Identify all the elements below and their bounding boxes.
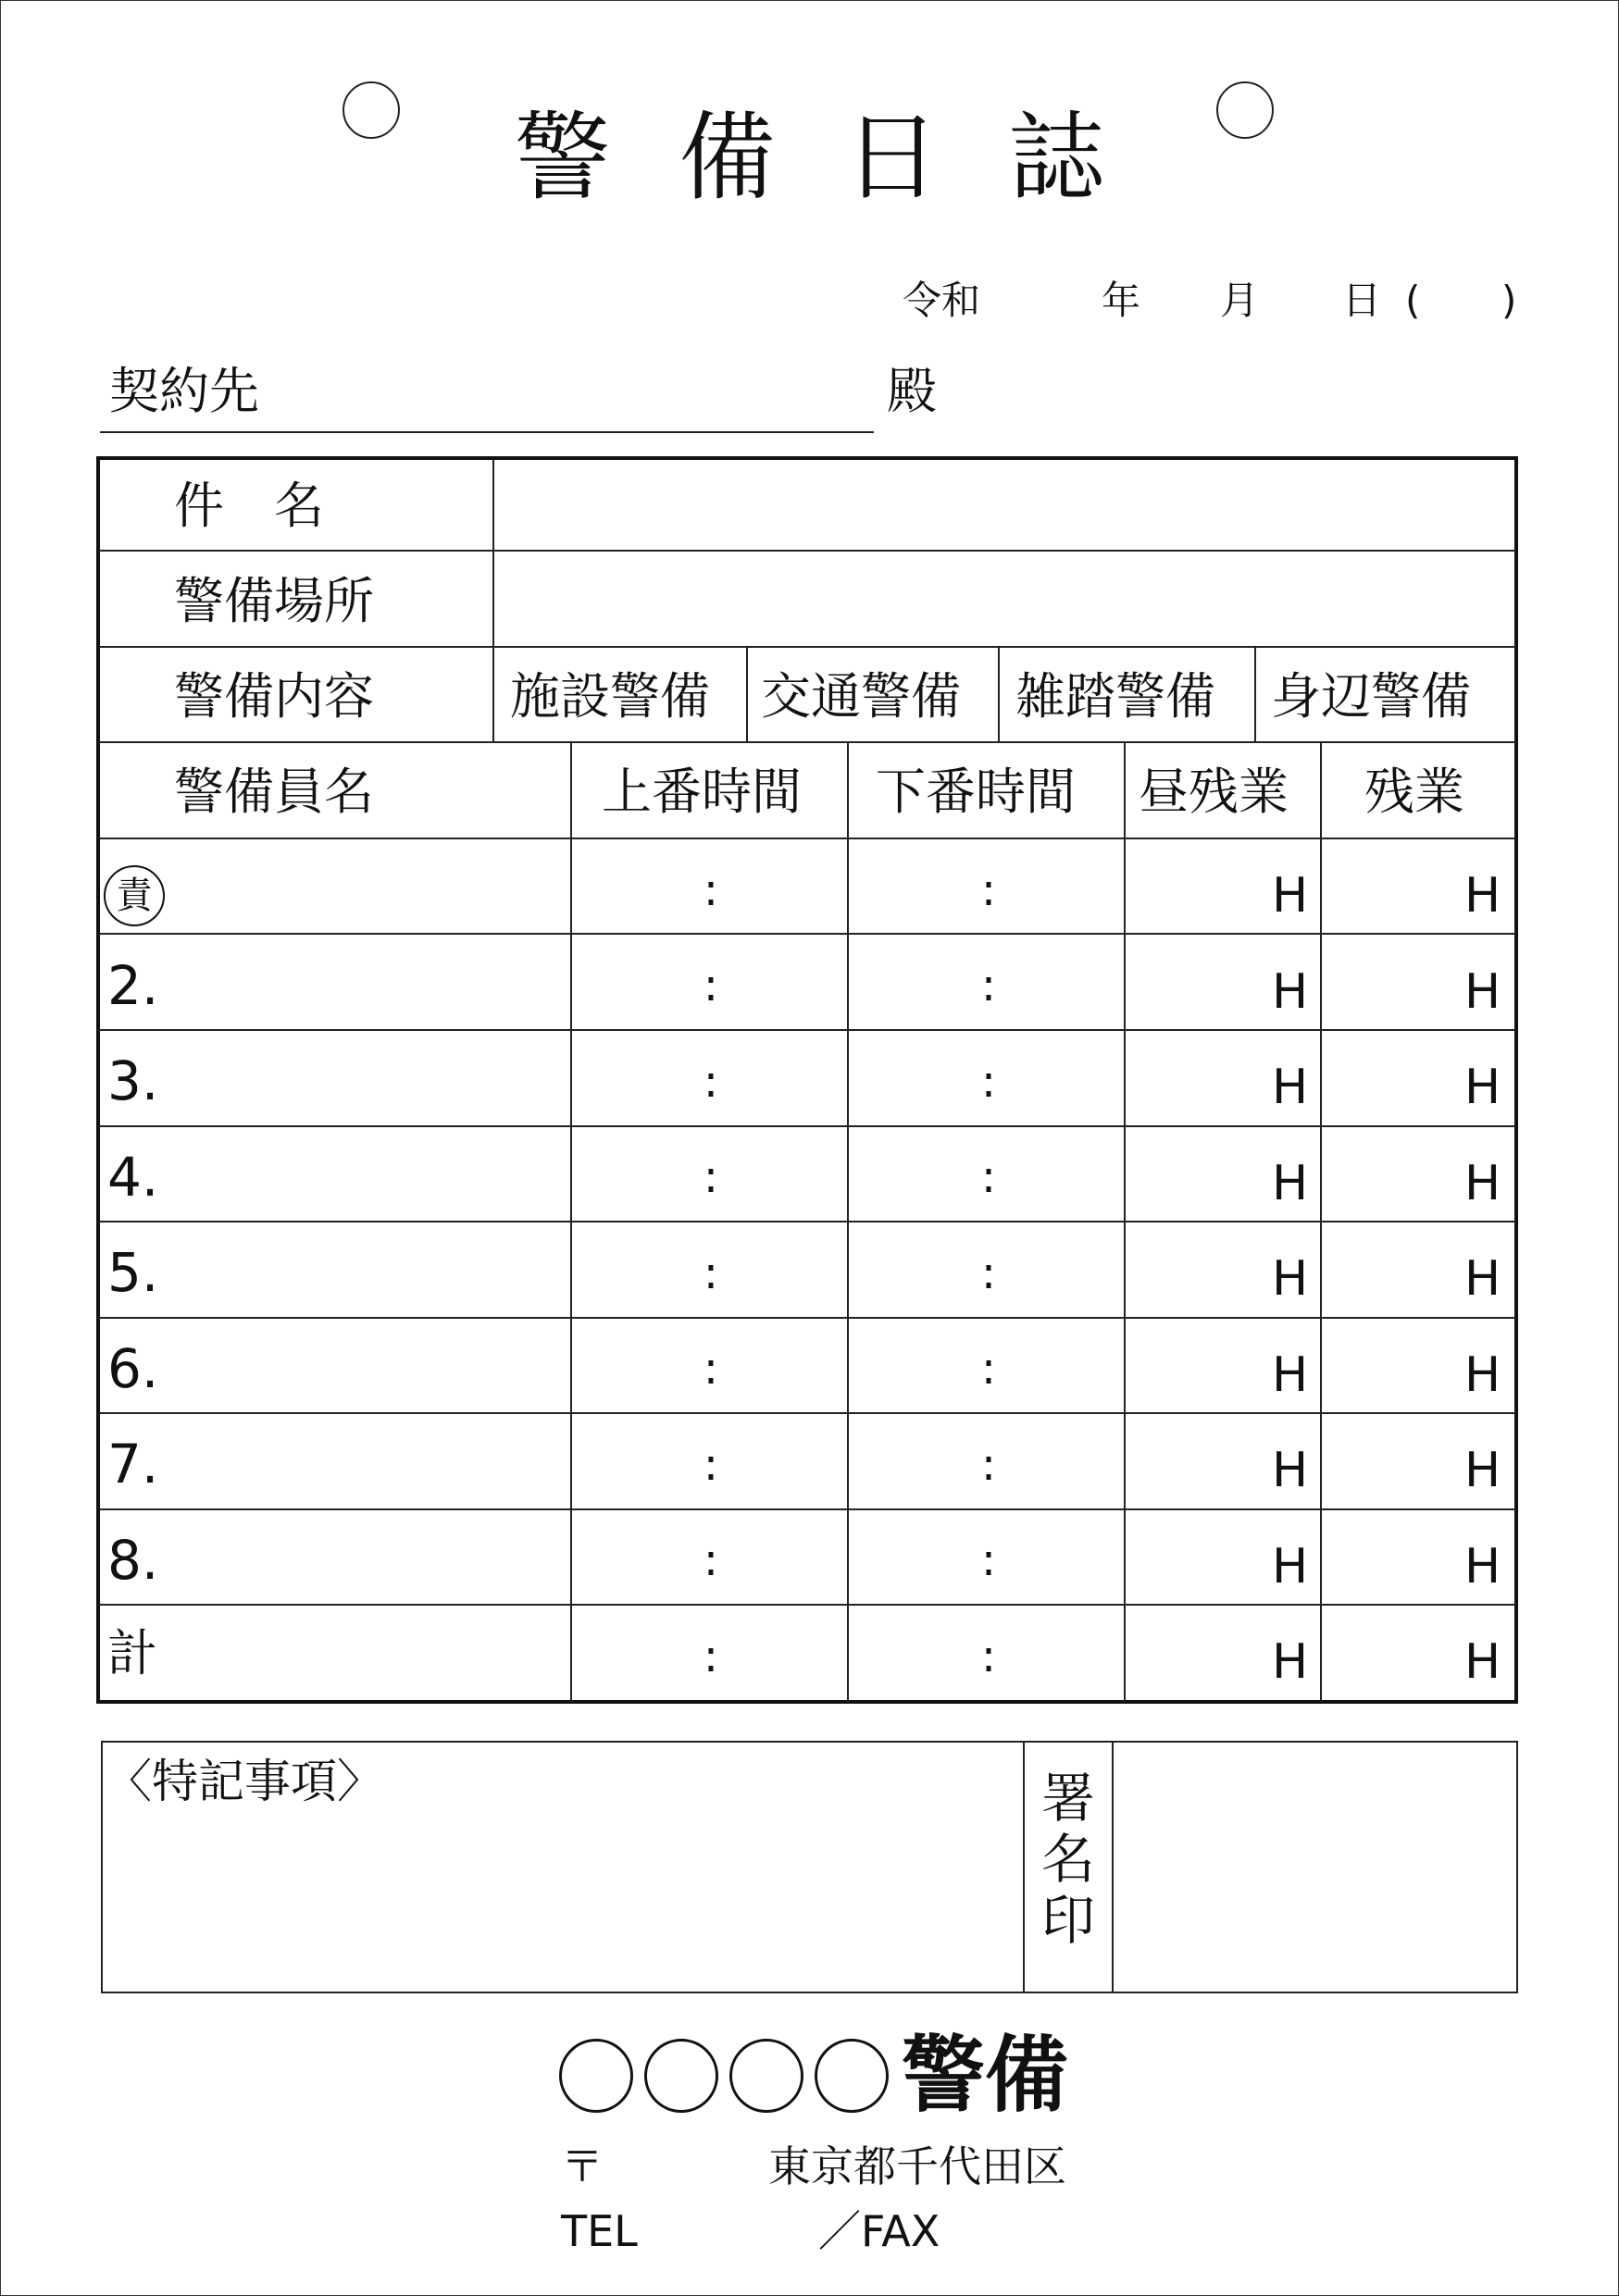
start-time-colon[interactable]: :	[703, 960, 719, 1011]
col-divider	[998, 646, 1000, 742]
postal-mark: 〒	[561, 2141, 604, 2191]
row-divider	[98, 741, 1516, 743]
day-overtime-unit: H	[1272, 964, 1309, 1020]
option-crowd-security[interactable]: 雑踏警備	[1015, 667, 1215, 726]
content-label: 警備内容	[174, 667, 374, 726]
end-time-colon[interactable]: :	[980, 1439, 997, 1491]
leader-mark: 責	[104, 865, 165, 926]
date-day-label: 日	[1342, 278, 1382, 323]
header-start-time: 上番時間	[602, 763, 802, 821]
end-time-colon[interactable]: :	[980, 960, 997, 1011]
total-label: 計	[107, 1624, 157, 1682]
col-divider	[570, 741, 572, 1700]
row-number: 8.	[107, 1529, 159, 1592]
day-overtime-unit: H	[1272, 1539, 1309, 1595]
overtime-unit: H	[1464, 964, 1501, 1020]
date-year-label: 年	[1102, 278, 1141, 323]
date-era: 令和	[903, 278, 981, 323]
start-time-colon[interactable]: :	[703, 1631, 719, 1682]
end-time-colon[interactable]: :	[980, 1151, 997, 1203]
row-divider	[98, 1412, 1516, 1414]
signature-stamp-label: 署 名 印	[1040, 1767, 1095, 1952]
row-divider	[98, 1317, 1516, 1319]
end-time-colon[interactable]: :	[980, 864, 997, 916]
overtime-unit: H	[1464, 1251, 1501, 1307]
row-divider	[98, 1125, 1516, 1127]
start-time-colon[interactable]: :	[703, 1439, 719, 1491]
start-time-colon[interactable]: :	[703, 1343, 719, 1395]
row-divider	[98, 646, 1516, 648]
header-overtime: 残業	[1364, 763, 1464, 821]
col-divider	[1254, 646, 1256, 742]
day-overtime-unit: H	[1272, 1251, 1309, 1307]
overtime-unit: H	[1464, 868, 1501, 924]
signature-stamp-field[interactable]	[1114, 1743, 1516, 1992]
overtime-unit: H	[1464, 1634, 1501, 1690]
company-address: 東京都千代田区	[768, 2141, 1066, 2191]
end-time-colon[interactable]: :	[980, 1343, 997, 1395]
row-number: 6.	[107, 1337, 159, 1400]
option-facility-security[interactable]: 施設警備	[510, 667, 710, 726]
contract-label: 契約先	[109, 362, 259, 420]
day-overtime-unit: H	[1272, 1347, 1309, 1403]
option-personal-security[interactable]: 身辺警備	[1271, 667, 1471, 726]
weekday-open-paren: (	[1405, 278, 1421, 323]
row-divider	[98, 933, 1516, 935]
location-field[interactable]	[494, 552, 1514, 646]
company-name-placeholder-circle	[559, 2039, 633, 2113]
contract-name-field[interactable]	[100, 431, 874, 433]
end-time-colon[interactable]: :	[980, 1534, 997, 1586]
header-day-overtime: 昼残業	[1139, 763, 1289, 821]
header-guard-name: 警備員名	[174, 763, 374, 821]
fax-label: ／FAX	[818, 2206, 940, 2256]
day-overtime-unit: H	[1272, 1634, 1309, 1690]
row-divider	[98, 1604, 1516, 1606]
company-name-suffix: 警備	[902, 2027, 1068, 2124]
row-number: 4.	[107, 1146, 159, 1209]
document-title: 警備日誌	[514, 101, 1174, 214]
honorific-dono: 殿	[887, 362, 937, 420]
col-divider	[746, 646, 748, 742]
col-divider	[1124, 741, 1126, 1700]
row-divider	[98, 1221, 1516, 1222]
start-time-colon[interactable]: :	[703, 1534, 719, 1586]
overtime-unit: H	[1464, 1539, 1501, 1595]
end-time-colon[interactable]: :	[980, 1056, 997, 1108]
start-time-colon[interactable]: :	[703, 1056, 719, 1108]
row-number: 2.	[107, 954, 159, 1017]
tel-label: TEL	[561, 2206, 638, 2256]
day-overtime-unit: H	[1272, 1060, 1309, 1115]
col-divider	[847, 741, 849, 1700]
overtime-unit: H	[1464, 1443, 1501, 1498]
overtime-unit: H	[1464, 1347, 1501, 1403]
case-name-field[interactable]	[494, 460, 1514, 550]
date-month-label: 月	[1220, 278, 1260, 323]
col-divider	[1320, 741, 1322, 1700]
overtime-unit: H	[1464, 1156, 1501, 1211]
company-name	[559, 2027, 1068, 2124]
header-end-time: 下番時間	[876, 763, 1076, 821]
weekday-close-paren: )	[1501, 278, 1517, 323]
option-traffic-security[interactable]: 交通警備	[761, 667, 961, 726]
start-time-colon[interactable]: :	[703, 1247, 719, 1299]
end-time-colon[interactable]: :	[980, 1247, 997, 1299]
row-divider	[98, 1029, 1516, 1031]
company-name-placeholder-circle	[815, 2039, 889, 2113]
day-overtime-unit: H	[1272, 1156, 1309, 1211]
location-label: 警備場所	[174, 572, 374, 630]
row-divider	[98, 1508, 1516, 1510]
case-name-label: 件 名	[174, 477, 324, 535]
day-overtime-unit: H	[1272, 1443, 1309, 1498]
start-time-colon[interactable]: :	[703, 864, 719, 916]
day-overtime-unit: H	[1272, 868, 1309, 924]
end-time-colon[interactable]: :	[980, 1631, 997, 1682]
overtime-unit: H	[1464, 1060, 1501, 1115]
start-time-colon[interactable]: :	[703, 1151, 719, 1203]
company-name-placeholder-circle	[729, 2039, 803, 2113]
row-divider	[98, 838, 1516, 839]
row-number: 5.	[107, 1241, 159, 1304]
company-name-placeholder-circle	[644, 2039, 718, 2113]
row-number: 3.	[107, 1049, 159, 1112]
notes-title: 〈特記事項〉	[106, 1755, 383, 1808]
row-number: 7.	[107, 1433, 159, 1496]
